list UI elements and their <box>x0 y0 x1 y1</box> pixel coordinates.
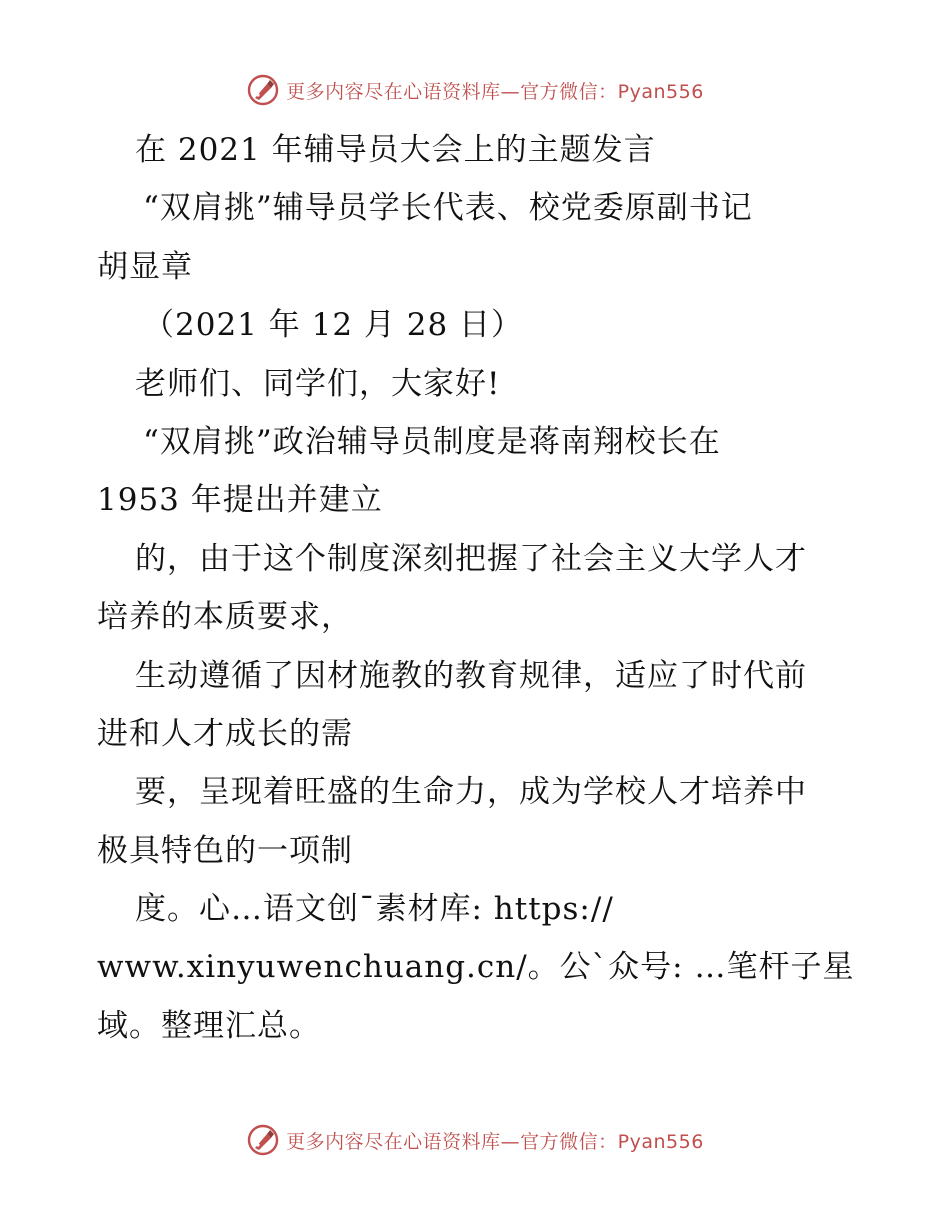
paragraph-line: 生动遵循了因材施教的教育规律，适应了时代前 <box>135 657 807 694</box>
watermark-text: 更多内容尽在心语资料库—官方微信：Pyan556 <box>286 80 704 103</box>
paragraph-line: 1953 年提出并建立 <box>97 482 383 519</box>
paragraph-line: 度。心…语文创¯素材库: https:// <box>135 891 614 928</box>
document-body <box>97 121 857 1055</box>
speech-date: （2021 年 12 月 28 日） <box>143 307 524 344</box>
greeting: 老师们、同学们，大家好! <box>135 365 501 402</box>
paragraph-line: 的，由于这个制度深刻把握了社会主义大学人才 <box>135 540 807 577</box>
pen-logo-icon <box>246 1123 280 1157</box>
paragraph-line: 极具特色的一项制 <box>97 832 353 869</box>
paragraph-line: 域。整理汇总。 <box>97 1007 321 1044</box>
watermark-text: 更多内容尽在心语资料库—官方微信：Pyan556 <box>286 1130 704 1153</box>
pen-logo-icon <box>246 73 280 107</box>
speech-title: 在 2021 年辅导员大会上的主题发言 <box>135 132 656 168</box>
footer-watermark <box>0 1120 950 1160</box>
header-watermark <box>0 70 950 110</box>
speaker-role: “双肩挑”辅导员学长代表、校党委原副书记 <box>143 190 753 227</box>
paragraph-line: 进和人才成长的需 <box>97 715 353 752</box>
paragraph-line: “双肩挑”政治辅导员制度是蒋南翔校长在 <box>143 423 721 460</box>
paragraph-line: 要，呈现着旺盛的生命力，成为学校人才培养中 <box>135 774 807 811</box>
paragraph-line: 培养的本质要求， <box>97 599 353 636</box>
paragraph-line: www.xinyuwenchuang.cn/。公`众号: …笔杆子星 <box>97 949 855 986</box>
speaker-name: 胡显章 <box>97 248 193 285</box>
